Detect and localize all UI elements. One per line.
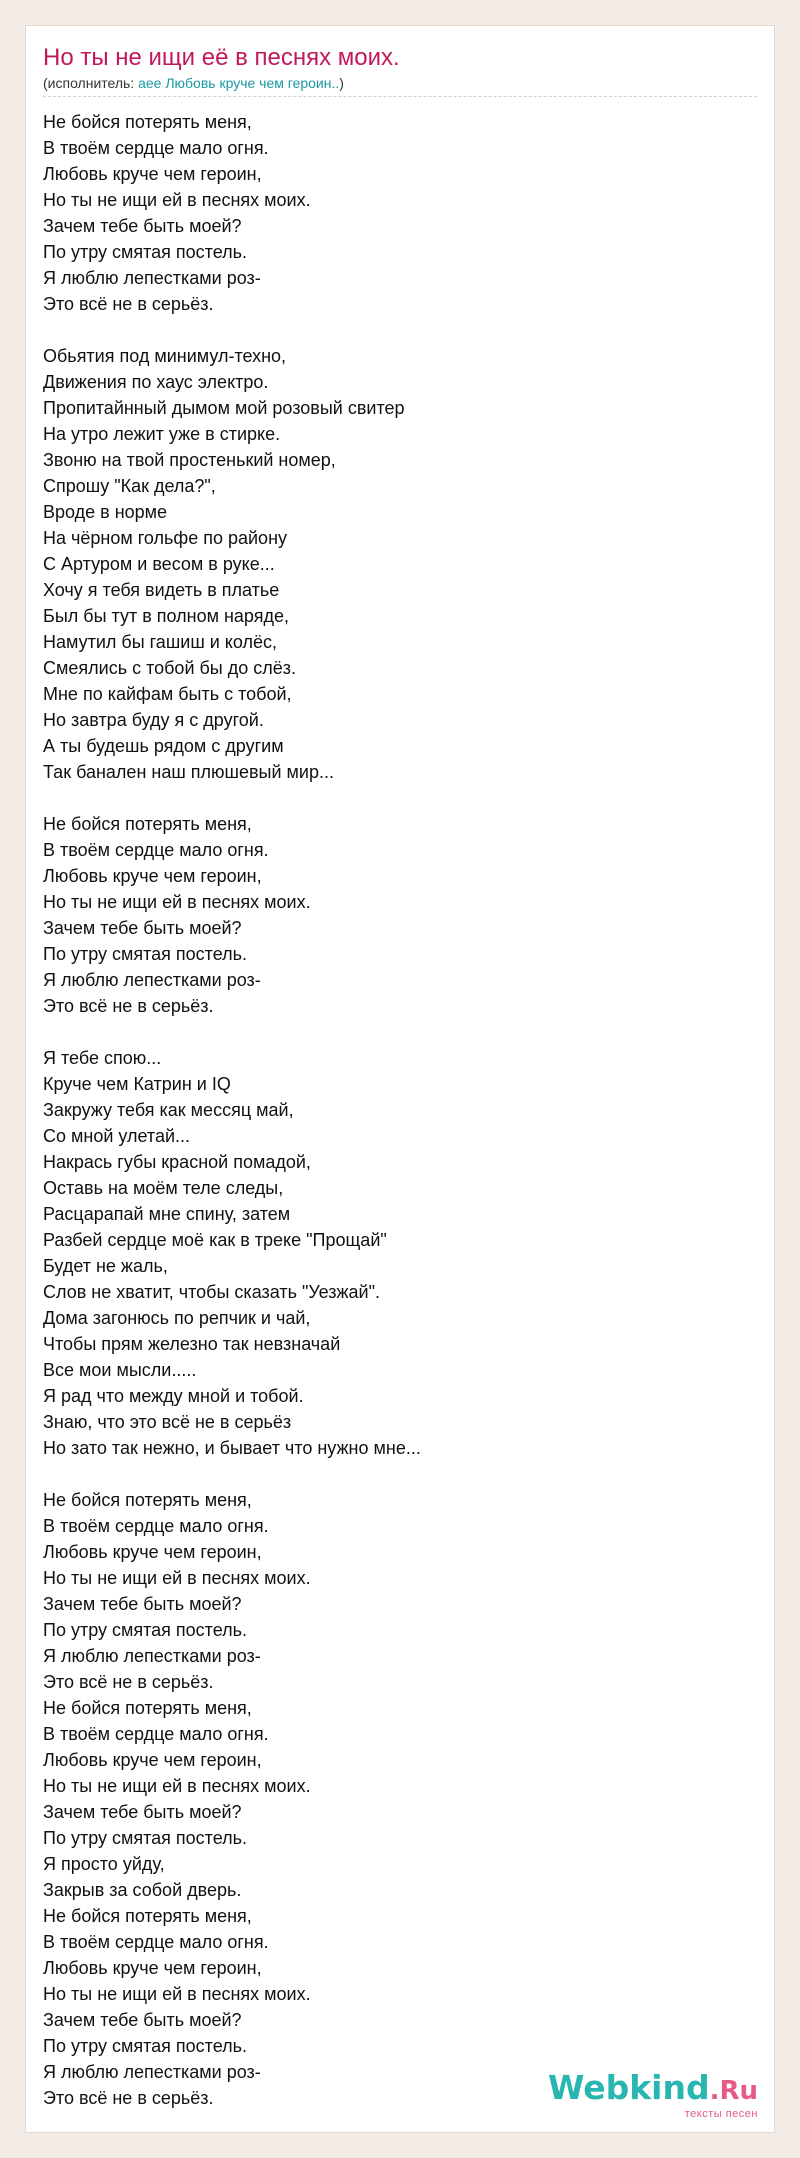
lyric-line: Я люблю лепестками роз-	[43, 2062, 261, 2082]
lyric-line: Любовь круче чем героин,	[43, 866, 262, 886]
artist-prefix: (исполнитель:	[43, 75, 139, 91]
lyric-line: Пропитайнный дымом мой розовый свитер	[43, 398, 405, 418]
lyric-line: В твоём сердце мало огня.	[43, 1724, 269, 1744]
lyric-line: На чёрном гольфе по району	[43, 528, 288, 548]
lyric-line: Но ты не ищи ей в песнях моих.	[43, 1568, 311, 1588]
lyrics-stanza	[43, 811, 757, 1019]
lyric-line: Так банален наш плюшевый мир...	[43, 762, 334, 782]
lyric-line: Но ты не ищи ей в песнях моих.	[43, 1984, 311, 2004]
artist-suffix: )	[339, 75, 344, 91]
site-logo[interactable]	[547, 2068, 758, 2120]
lyric-line: Но ты не ищи ей в песнях моих.	[43, 190, 311, 210]
lyric-line: Слов не хватит, чтобы сказать "Уезжай".	[43, 1282, 380, 1302]
lyric-line: По утру смятая постель.	[43, 1828, 248, 1848]
lyric-line: Закрыв за собой дверь.	[43, 1880, 242, 1900]
lyric-line: Оставь на моём теле следы,	[43, 1178, 284, 1198]
lyric-line: Хочу я тебя видеть в платье	[43, 580, 280, 600]
lyrics-stanza	[43, 343, 757, 785]
lyric-line: А ты будешь рядом с другим	[43, 736, 284, 756]
lyric-line: Я рад что между мной и тобой.	[43, 1386, 304, 1406]
lyric-line: Не бойся потерять меня,	[43, 112, 252, 132]
lyric-line: По утру смятая постель.	[43, 944, 248, 964]
lyric-line: Зачем тебе быть моей?	[43, 1594, 242, 1614]
lyric-line: Но зато так нежно, и бывает что нужно мне...	[43, 1438, 421, 1458]
lyric-line: Я тебе спою...	[43, 1048, 162, 1068]
lyric-line: Но ты не ищи ей в песнях моих.	[43, 1776, 311, 1796]
lyric-line: Расцарапай мне спину, затем	[43, 1204, 291, 1224]
lyric-line: Накрась губы красной помадой,	[43, 1152, 311, 1172]
lyric-line: Со мной улетай...	[43, 1126, 191, 1146]
lyric-line: Это всё не в серьёз.	[43, 294, 214, 314]
song-title: Но ты не ищи её в песнях моих.	[43, 44, 400, 71]
logo-tagline: тексты песен	[684, 2108, 758, 2120]
lyric-line: Но ты не ищи ей в песнях моих.	[43, 892, 311, 912]
lyric-line: Не бойся потерять меня,	[43, 1490, 252, 1510]
lyric-line: Закружу тебя как месcяц май,	[43, 1100, 294, 1120]
lyric-line: В твоём сердце мало огня.	[43, 1516, 269, 1536]
lyric-line: Намутил бы гашиш и колёс,	[43, 632, 278, 652]
lyric-line: Зачем тебе быть моей?	[43, 918, 242, 938]
lyric-line: В твоём сердце мало огня.	[43, 840, 269, 860]
lyric-line: Я просто уйду,	[43, 1854, 165, 1874]
lyric-line: Любовь круче чем героин,	[43, 1958, 262, 1978]
lyric-line: По утру смятая постель.	[43, 2036, 248, 2056]
lyrics-text	[43, 109, 757, 2133]
logo-tld-text: .Ru	[709, 2076, 758, 2106]
lyric-line: По утру смятая постель.	[43, 1620, 248, 1640]
lyric-line: Круче чем Катрин и IQ	[43, 1074, 231, 1094]
logo-main-text: Webkind	[547, 2068, 710, 2107]
lyric-line: Но завтра буду я с другой.	[43, 710, 264, 730]
lyric-line: Смеялись с тобой бы до слёз.	[43, 658, 297, 678]
lyric-line: Это всё не в серьёз.	[43, 1672, 214, 1692]
lyric-line: Не бойся потерять меня,	[43, 814, 252, 834]
lyric-line: Вроде в норме	[43, 502, 168, 522]
lyrics-stanza	[43, 1045, 757, 1461]
lyric-line: По утру смятая постель.	[43, 242, 248, 262]
lyric-line: Зачем тебе быть моей?	[43, 1802, 242, 1822]
title-divider	[43, 96, 757, 97]
lyric-line: Разбей сердце моё как в треке "Прощай"	[43, 1230, 387, 1250]
lyric-line: С Артуром и весом в руке...	[43, 554, 275, 574]
lyric-line: Знаю, что это всё не в серьёз	[43, 1412, 292, 1432]
lyric-line: Любовь круче чем героин,	[43, 1750, 262, 1770]
lyric-line: Я люблю лепестками роз-	[43, 268, 261, 288]
lyric-line: В твоём сердце мало огня.	[43, 1932, 269, 1952]
lyric-line: Не бойся потерять меня,	[43, 1698, 252, 1718]
lyric-line: В твоём сердце мало огня.	[43, 138, 269, 158]
lyric-line: Чтобы прям железно так невзначай	[43, 1334, 341, 1354]
lyrics-stanza	[43, 1487, 757, 2111]
lyrics-stanza	[43, 109, 757, 317]
lyric-line: Зачем тебе быть моей?	[43, 216, 242, 236]
lyric-line: Любовь круче чем героин,	[43, 164, 262, 184]
lyric-line: Это всё не в серьёз.	[43, 2088, 214, 2108]
lyric-line: Был бы тут в полном наряде,	[43, 606, 289, 626]
lyric-line: Дома загонюсь по репчик и чай,	[43, 1308, 311, 1328]
lyric-line: Я люблю лепестками роз-	[43, 1646, 261, 1666]
lyric-line: Звоню на твой простенький номер,	[43, 450, 336, 470]
lyric-line: На утро лежит уже в стирке.	[43, 424, 281, 444]
lyric-line: Обьятия под минимул-техно,	[43, 346, 287, 366]
lyric-line: Движения по хаус электро.	[43, 372, 269, 392]
lyric-line: Зачем тебе быть моей?	[43, 2010, 242, 2030]
logo-wordmark	[547, 2068, 758, 2108]
lyric-line: Все мои мысли.....	[43, 1360, 197, 1380]
lyric-line: Это всё не в серьёз.	[43, 996, 214, 1016]
lyric-line: Любовь круче чем героин,	[43, 1542, 262, 1562]
lyric-line: Будет не жаль,	[43, 1256, 168, 1276]
lyric-line: Спрошу "Как дела?",	[43, 476, 216, 496]
artist-line	[43, 75, 344, 91]
lyric-line: Не бойся потерять меня,	[43, 1906, 252, 1926]
lyric-line: Мне по кайфам быть с тобой,	[43, 684, 292, 704]
lyrics-card	[25, 25, 775, 2133]
artist-link[interactable]: аее Любовь круче чем героин..	[138, 75, 340, 91]
lyric-line: Я люблю лепестками роз-	[43, 970, 261, 990]
